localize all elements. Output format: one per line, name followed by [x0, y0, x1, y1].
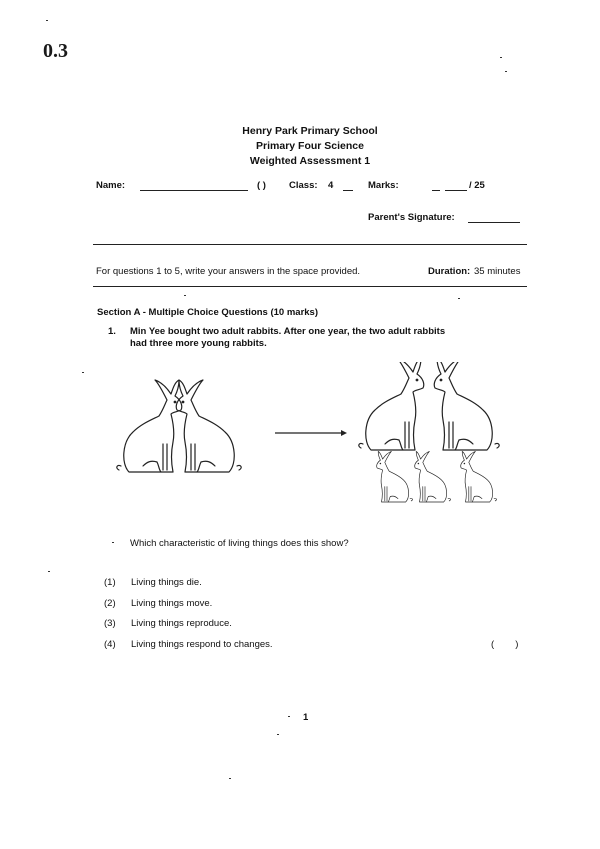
section-title: Section A - Multiple Choice Questions (10 marks) — [97, 307, 319, 318]
index-number-bracket: ( ) — [257, 180, 266, 191]
page-number: 1 — [303, 712, 309, 723]
arrow — [275, 430, 347, 436]
corner-score-mark: 0.3 — [43, 40, 68, 62]
scan-speck — [505, 71, 507, 72]
option-text[interactable]: Living things die. — [131, 577, 202, 588]
option-text[interactable]: Living things respond to changes. — [131, 639, 273, 650]
scan-speck — [48, 571, 50, 572]
marks-field-part2[interactable] — [445, 180, 467, 191]
scan-speck — [229, 778, 231, 779]
scan-speck — [184, 295, 186, 296]
young-rabbit-icon — [377, 451, 413, 502]
option-number: (1) — [104, 577, 116, 588]
question-line-2: had three more young rabbits. — [130, 338, 267, 349]
divider-bottom — [93, 286, 527, 287]
young-rabbit-icon — [415, 451, 451, 502]
duration-label: Duration: — [428, 266, 471, 277]
marks-field-part1[interactable] — [432, 180, 440, 191]
scan-speck — [288, 716, 290, 717]
young-rabbit-icon — [461, 451, 497, 502]
rabbit-icon — [117, 380, 182, 472]
scan-speck — [46, 20, 48, 21]
class-label: Class: — [289, 180, 318, 191]
class-suffix-field[interactable] — [343, 180, 353, 191]
assessment-title: Weighted Assessment 1 — [249, 155, 371, 167]
name-label: Name: — [96, 180, 126, 191]
scan-speck — [500, 57, 502, 58]
marks-label: Marks: — [368, 180, 399, 191]
subject-title: Primary Four Science — [256, 140, 364, 152]
school-name: Henry Park Primary School — [242, 125, 378, 137]
name-field[interactable] — [140, 180, 248, 191]
instructions-text: For questions 1 to 5, write your answers in the space provided. — [96, 266, 361, 277]
scan-speck — [82, 372, 84, 373]
question-number: 1. — [108, 326, 116, 337]
option-number: (2) — [104, 598, 116, 609]
parent-rabbits-after — [359, 362, 499, 450]
question-line-1: Min Yee bought two adult rabbits. After one year, the two adult rabbits — [130, 326, 446, 337]
young-rabbits — [377, 451, 497, 502]
parent-signature-label: Parent's Signature: — [368, 212, 455, 223]
divider-top — [93, 244, 527, 245]
option-number: (4) — [104, 639, 116, 650]
parent-signature-field[interactable] — [468, 212, 520, 223]
class-value: 4 — [328, 180, 334, 191]
parent-rabbits-before — [117, 380, 241, 472]
scan-speck — [458, 298, 460, 299]
scan-speck — [277, 734, 279, 735]
option-text[interactable]: Living things reproduce. — [131, 618, 232, 629]
rabbits-illustration — [95, 362, 515, 512]
rabbit-icon — [176, 380, 241, 472]
duration-value: 35 minutes — [474, 266, 521, 277]
answer-bracket[interactable]: ( ) — [491, 639, 519, 650]
scan-speck — [112, 542, 114, 543]
option-text[interactable]: Living things move. — [131, 598, 213, 609]
question-prompt: Which characteristic of living things does this show? — [130, 538, 349, 549]
rabbit-icon — [359, 362, 424, 450]
option-number: (3) — [104, 618, 116, 629]
document-header — [0, 124, 600, 169]
rabbit-icon — [434, 362, 499, 450]
marks-total: / 25 — [469, 180, 485, 191]
